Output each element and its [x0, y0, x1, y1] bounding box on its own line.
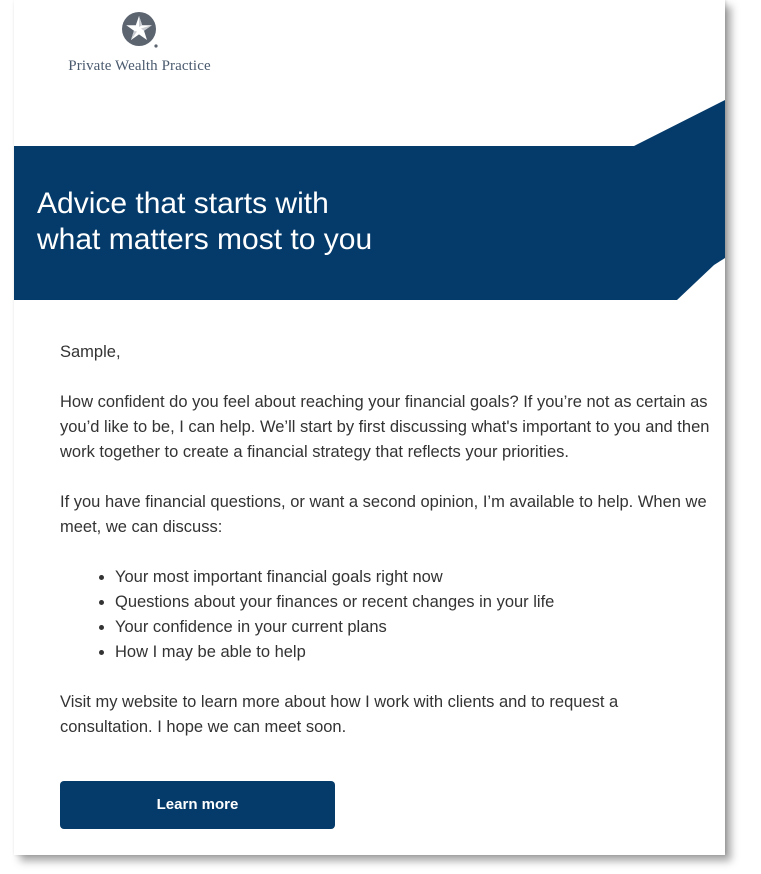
hero-title: [37, 186, 467, 258]
paragraph-intro: How confident do you feel about reaching your financial goals? If you’re not as certain as you’d like to be, I can help. We’ll start by first discussing what's important to you and then work together to create a financial strategy that reflects your priorities.: [60, 393, 710, 461]
list-item: • How I may be able to help: [115, 640, 710, 665]
star-circle-icon: [120, 10, 160, 50]
list-item: • Questions about your finances or recent changes in your life: [115, 590, 710, 615]
email-card: [14, 0, 725, 855]
brand-name: Private Wealth Practice: [68, 58, 211, 74]
discussion-list: [60, 565, 710, 665]
hero-banner: [14, 100, 725, 300]
paragraph-closing: Visit my website to learn more about how I work with clients and to request a consultation. I hope we can meet soon.: [60, 693, 619, 736]
paragraph-questions: If you have financial questions, or want a second opinion, I’m available to help. When we meet, we can discuss:: [60, 493, 707, 536]
hero-title-line-1: Advice that starts with: [37, 187, 329, 220]
list-item: • Your confidence in your current plans: [115, 615, 710, 640]
learn-more-button[interactable]: Learn more: [60, 781, 335, 829]
brand-logo: [14, 10, 265, 75]
greeting: Sample,: [60, 343, 121, 361]
email-body: [60, 340, 710, 765]
list-item: • Your most important financial goals right now: [115, 565, 710, 590]
hero-title-line-2: what matters most to you: [37, 223, 373, 256]
